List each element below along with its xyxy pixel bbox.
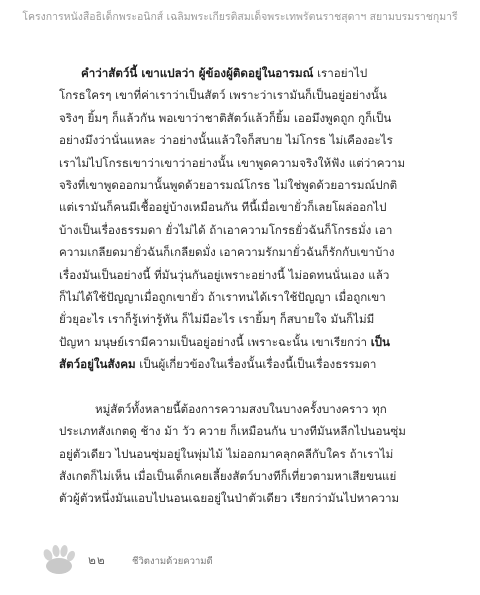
paragraph-2-line-4: สังเกตก็ไม่เห็น เมื่อเป็นเด็กเคยเลี้ยงสัตว์บางทีก็เที่ยวตามหาเสียขนแย่ (59, 468, 397, 483)
paragraph-1-line-9: ความเกลียดมายั่วฉันก็เกลียดมั่ง เอาความรักมายั่วฉันก็รักกับเขาบ้าง (59, 245, 395, 260)
bold-phrase: คำว่าสัตว์นี้ เขาแปลว่า ผู้ข้องผู้ติดอยู่ในอารมณ์ (81, 66, 314, 80)
paragraph-1-line-3: จริงๆ ยิ้มๆ ก็แล้วกัน พอเขาว่าชาติสัตว์แล้วก็ยิ้ม เออมึงพูดถูก กูก็เป็น (59, 110, 392, 125)
paragraph-1-line-14 (59, 353, 424, 375)
page-body (59, 62, 424, 510)
text-segment: เราอย่าไป (313, 66, 368, 80)
paragraph-1-line-8: บ้างเป็นเรื่องธรรมดา ยั่วไม่ได้ ถ้าเอาความโกรธยั่วฉันก็โกรธมั่ง เอา (59, 222, 393, 237)
paw-leaf-icon (40, 545, 78, 575)
paragraph-1-line-12: ยั่วยุอะไร เราก็รู้เท่ารู้ทัน ก็ไม่มีอะไร เรายิ้มๆ ก็สบายใจ มันก็ไม่มี (59, 312, 375, 327)
paragraph-1-line-5: เราไม่ไปโกรธเขาว่าเขาว่าอย่างนั้น เขาพูดความจริงให้ฟัง แต่ว่าความ (59, 155, 406, 170)
paragraph-1-line-4: อย่างมึงว่านั่นแหละ ว่าอย่างนั้นแล้วใจก็สบาย ไม่โกรธ ไม่เคืองอะไร (59, 133, 393, 148)
paragraph-2-line-3: อยู่ตัวเดียว ไปนอนซุ่มอยู่ในพุ่มไม้ ไม่ออกมาคลุกคลีกับใคร ถ้าเราไม่ (59, 446, 394, 461)
book-title: ชีวิตงามด้วยความดี (132, 556, 213, 567)
bold-phrase: เป็น (370, 334, 390, 349)
paragraph-2-line-1: หมู่สัตว์ทั้งหลายนี้ต้องการความสงบในบางครั้งบางคราว ทุก (95, 401, 387, 416)
paragraph-1-line-2: โกรธใครๆ เขาที่ค่าเราว่าเป็นสัตว์ เพราะว่าเรามันก็เป็นอยู่อย่างนั้น (59, 88, 387, 103)
paragraph-gap (59, 376, 424, 398)
paragraph-1-line-6: จริงที่เขาพูดออกมานั้นพูดด้วยอารมณ์โกรธ ไม่ใช่พูดด้วยอารมณ์ปกติ (59, 178, 398, 193)
text-segment: เป็นผู้เกี่ยวข้องในเรื่องนั้นเรื่องนี้เป็นเรื่องธรรมดา (135, 357, 377, 372)
paragraph-1-line-11: ก็ไม่ได้ใช้ปัญญาเมื่อถูกเขายั่ว ถ้าเราทนได้เราใช้ปัญญา เมื่อถูกเขา (59, 290, 386, 305)
running-header: โครงการหนังสือธิเด็กพระอนิกส์ เฉลิมพระเกียรติสมเด็จพระเทพรัตนราชสุดาฯ สยามบรมราชกุมารี (22, 11, 458, 23)
paragraph-1-line-1 (59, 62, 424, 84)
bold-phrase: สัตว์อยู่ในสังคม (59, 357, 136, 372)
paragraph-2-line-2: ประเภทสังเกตดู ช้าง ม้า วัว ควาย ก็เหมือนกัน บางทีมันหลีกไปนอนซุ่ม (59, 424, 406, 439)
paragraph-1-line-7: แต่เรามันก็คนมีเชื้ออยู่บ้างเหมือนกัน ทีนี้เมื่อเขายั่วก็เลยโผล่ออกไป (59, 200, 387, 215)
page-footer (40, 545, 260, 575)
paragraph-1-line-10: เรื่องมันเป็นอย่างนี้ ที่มันวุ่นกันอยู่เพราะอย่างนี้ ไม่อดทนนั่นเอง แล้ว (59, 267, 390, 282)
page-number: ๒๒ (88, 553, 106, 567)
text-segment: ปัญหา มนุษย์เรามีความเป็นอยู่อย่างนี้ เพราะฉะนั้น เขาเรียกว่า (59, 334, 371, 349)
paragraph-2-line-5: ตัวผู้ตัวหนึ่งมันแอบไปนอนเฉยอยู่ในป่าตัวเดียว เรียกว่ามันไปหาความ (59, 491, 400, 506)
paragraph-1-line-13 (59, 331, 424, 353)
